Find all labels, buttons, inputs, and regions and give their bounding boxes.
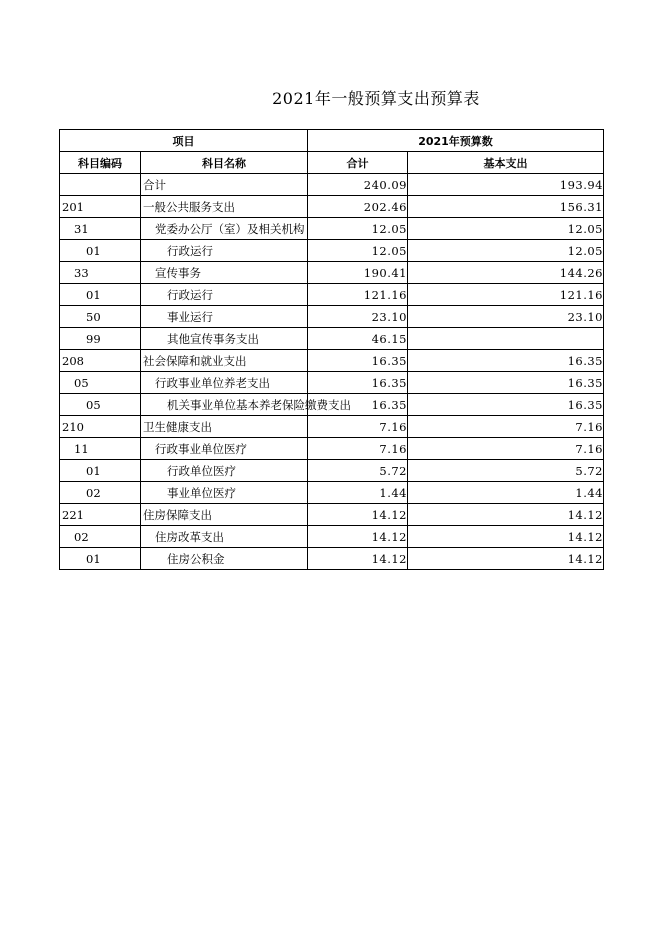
cell-basic: 156.31: [408, 196, 604, 218]
cell-basic: [408, 328, 604, 350]
header-basic: 基本支出: [408, 152, 604, 174]
table-row: [60, 196, 604, 218]
table-row: [60, 548, 604, 570]
cell-basic: 7.16: [408, 416, 604, 438]
cell-name: 事业运行: [141, 306, 308, 328]
cell-code: 05: [60, 372, 141, 394]
cell-name: 住房公积金: [141, 548, 308, 570]
cell-code: 02: [60, 482, 141, 504]
header-row-top: [60, 130, 604, 152]
table-row: [60, 482, 604, 504]
cell-total: 14.12: [308, 526, 408, 548]
cell-total: 23.10: [308, 306, 408, 328]
cell-code: 01: [60, 284, 141, 306]
cell-code: 210: [60, 416, 141, 438]
cell-total: 14.12: [308, 504, 408, 526]
cell-total: 190.41: [308, 262, 408, 284]
cell-name: 社会保障和就业支出: [141, 350, 308, 372]
cell-total: 16.35: [308, 394, 408, 416]
cell-name: 合计: [141, 174, 308, 196]
cell-name: 行政事业单位养老支出: [141, 372, 308, 394]
cell-code: 208: [60, 350, 141, 372]
cell-code: 01: [60, 548, 141, 570]
cell-name: 党委办公厅（室）及相关机构: [141, 218, 308, 240]
table-row: [60, 438, 604, 460]
cell-basic: 14.12: [408, 526, 604, 548]
cell-code: 33: [60, 262, 141, 284]
table-row: [60, 240, 604, 262]
cell-total: 46.15: [308, 328, 408, 350]
cell-total: 202.46: [308, 196, 408, 218]
header-name: 科目名称: [141, 152, 308, 174]
cell-basic: 16.35: [408, 350, 604, 372]
cell-total: 12.05: [308, 218, 408, 240]
header-item: 项目: [60, 130, 308, 152]
cell-basic: 144.26: [408, 262, 604, 284]
cell-total: 5.72: [308, 460, 408, 482]
table-row: [60, 262, 604, 284]
cell-name: 事业单位医疗: [141, 482, 308, 504]
table-row: [60, 174, 604, 196]
header-total: 合计: [308, 152, 408, 174]
cell-name: 住房改革支出: [141, 526, 308, 548]
cell-name: 一般公共服务支出: [141, 196, 308, 218]
table-row: [60, 416, 604, 438]
table-row: [60, 284, 604, 306]
table-row: [60, 350, 604, 372]
cell-total: 16.35: [308, 350, 408, 372]
table-body: [60, 174, 604, 570]
cell-basic: 14.12: [408, 504, 604, 526]
table-row: [60, 218, 604, 240]
cell-name: 机关事业单位基本养老保险缴费支出: [141, 394, 308, 416]
cell-total: 12.05: [308, 240, 408, 262]
cell-name: 行政运行: [141, 284, 308, 306]
cell-name: 住房保障支出: [141, 504, 308, 526]
cell-code: 31: [60, 218, 141, 240]
table-row: [60, 328, 604, 350]
table-row: [60, 504, 604, 526]
cell-basic: 23.10: [408, 306, 604, 328]
cell-basic: 5.72: [408, 460, 604, 482]
cell-total: 240.09: [308, 174, 408, 196]
cell-total: 16.35: [308, 372, 408, 394]
cell-code: 05: [60, 394, 141, 416]
budget-table: [59, 129, 604, 570]
cell-basic: 16.35: [408, 394, 604, 416]
cell-total: 1.44: [308, 482, 408, 504]
cell-total: 121.16: [308, 284, 408, 306]
cell-code: 99: [60, 328, 141, 350]
cell-total: 14.12: [308, 548, 408, 570]
cell-name: 行政单位医疗: [141, 460, 308, 482]
cell-total: 7.16: [308, 438, 408, 460]
cell-basic: 12.05: [408, 218, 604, 240]
cell-code: [60, 174, 141, 196]
cell-code: 201: [60, 196, 141, 218]
cell-code: 01: [60, 460, 141, 482]
table-row: [60, 372, 604, 394]
table-row: [60, 394, 604, 416]
cell-basic: 7.16: [408, 438, 604, 460]
cell-code: 01: [60, 240, 141, 262]
cell-basic: 1.44: [408, 482, 604, 504]
page-title: 2021年一般预算支出预算表: [272, 89, 480, 108]
cell-basic: 16.35: [408, 372, 604, 394]
cell-total: 7.16: [308, 416, 408, 438]
cell-basic: 12.05: [408, 240, 604, 262]
cell-name: 宣传事务: [141, 262, 308, 284]
cell-code: 221: [60, 504, 141, 526]
cell-basic: 14.12: [408, 548, 604, 570]
header-budget-group: 2021年预算数: [308, 130, 604, 152]
header-row-columns: [60, 152, 604, 174]
header-code: 科目编码: [60, 152, 141, 174]
cell-code: 50: [60, 306, 141, 328]
cell-code: 02: [60, 526, 141, 548]
table-row: [60, 460, 604, 482]
cell-name: 行政事业单位医疗: [141, 438, 308, 460]
cell-code: 11: [60, 438, 141, 460]
cell-name: 卫生健康支出: [141, 416, 308, 438]
cell-name: 其他宣传事务支出: [141, 328, 308, 350]
cell-name: 行政运行: [141, 240, 308, 262]
cell-basic: 121.16: [408, 284, 604, 306]
table-row: [60, 526, 604, 548]
cell-basic: 193.94: [408, 174, 604, 196]
table-row: [60, 306, 604, 328]
